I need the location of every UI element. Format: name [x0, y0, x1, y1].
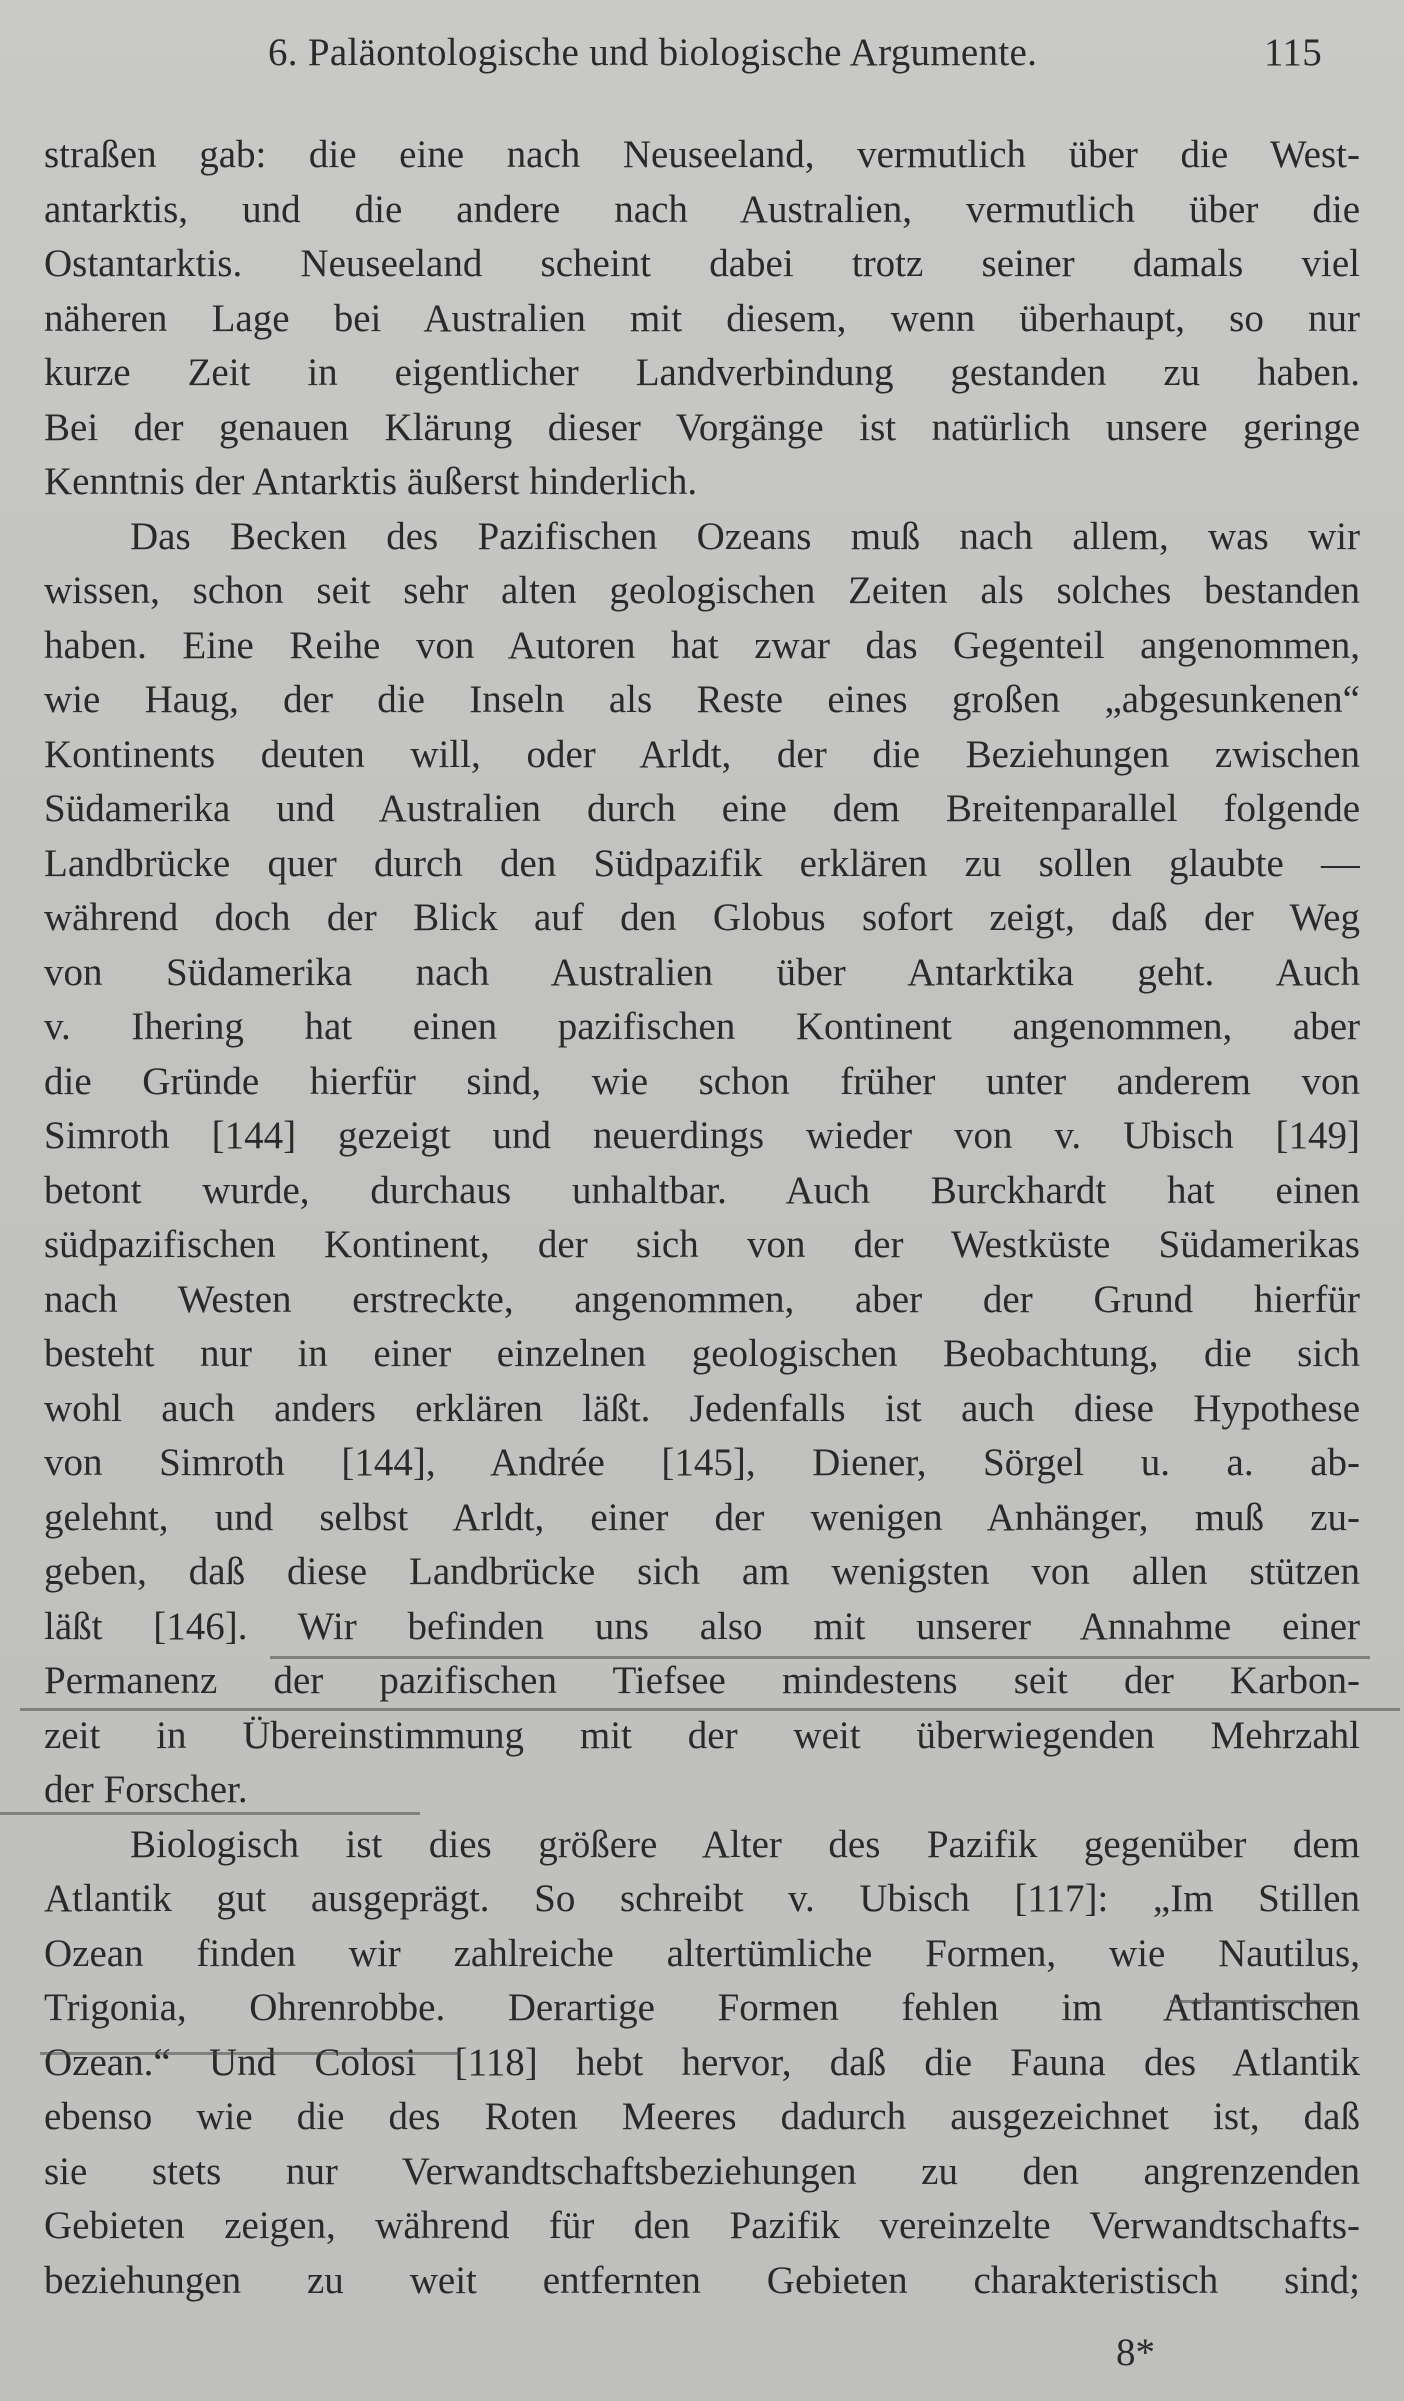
text-line: von Südamerika nach Australien über Antarktika geht. Auch	[44, 950, 1360, 994]
text-line: näheren Lage bei Australien mit diesem, wenn überhaupt, so nur	[44, 296, 1360, 340]
text-line: wohl auch anders erklären läßt. Jedenfalls ist auch diese Hypothese	[44, 1386, 1360, 1430]
text-line: nach Westen erstreckte, angenommen, aber der Grund hierfür	[44, 1277, 1360, 1321]
signature-mark: 8*	[1116, 2331, 1155, 2374]
text-line: Ozean.“ Und Colosi [118] hebt hervor, daß die Fauna des Atlantik	[44, 2040, 1360, 2084]
text-line: Simroth [144] gezeigt und neuerdings wieder von v. Ubisch [149]	[44, 1114, 1360, 1157]
text-line: der Forscher.	[44, 1768, 248, 1811]
text-line: Permanenz der pazifischen Tiefsee mindestens seit der Karbon-	[44, 1659, 1360, 1702]
text-line: wissen, schon seit sehr alten geologischen Zeiten als solches bestanden	[44, 569, 1360, 612]
text-line: die Gründe hierfür sind, wie schon früher unter anderem von	[44, 1059, 1360, 1103]
text-line: beziehungen zu weit entfernten Gebieten charakteristisch sind;	[44, 2258, 1360, 2302]
text-line: besteht nur in einer einzelnen geologischen Beobachtung, die sich	[44, 1332, 1360, 1375]
text-line: kurze Zeit in eigentlicher Landverbindung gestanden zu haben.	[44, 351, 1360, 394]
text-line: Kontinents deuten will, oder Arldt, der die Beziehungen zwischen	[44, 732, 1360, 776]
text-line: geben, daß diese Landbrücke sich am wenigsten von allen stützen	[44, 1550, 1360, 1593]
text-line: Atlantik gut ausgeprägt. So schreibt v. Ubisch [117]: „Im Stillen	[44, 1877, 1360, 1920]
page-number: 115	[1264, 31, 1322, 74]
section-title: 6. Paläontologische und biologische Argumente.	[268, 31, 1038, 74]
text-line: wie Haug, der die Inseln als Reste eines großen „abgesunkenen“	[44, 678, 1360, 721]
text-line: haben. Eine Reihe von Autoren hat zwar das Gegenteil angenommen,	[44, 623, 1360, 667]
text-line: Ostantarktis. Neuseeland scheint dabei trotz seiner damals viel	[44, 242, 1360, 285]
text-line: sie stets nur Verwandtschaftsbeziehungen zu den angrenzenden	[44, 2149, 1360, 2193]
text-line: Ozean finden wir zahlreiche altertümliche Formen, wie Nautilus,	[44, 1931, 1360, 1975]
pencil-underline	[40, 2052, 460, 2055]
text-line: Das Becken des Pazifischen Ozeans muß nach allem, was wir	[130, 514, 1360, 558]
text-line: während doch der Blick auf den Globus sofort zeigt, daß der Weg	[44, 896, 1360, 939]
text-line: ebenso wie die des Roten Meeres dadurch ausgezeichnet ist, daß	[44, 2095, 1360, 2138]
text-line: Biologisch ist dies größere Alter des Pazifik gegenüber dem	[130, 1822, 1360, 1866]
pencil-underline	[20, 1708, 1400, 1711]
text-line: Bei der genauen Klärung dieser Vorgänge ist natürlich unsere geringe	[44, 405, 1360, 449]
text-line: Trigonia, Ohrenrobbe. Derartige Formen fehlen im Atlantischen	[44, 1986, 1360, 2029]
text-line: Kenntnis der Antarktis äußerst hinderlich.	[44, 460, 698, 503]
text-line: gelehnt, und selbst Arldt, einer der wenigen Anhänger, muß zu-	[44, 1495, 1360, 1539]
text-line: zeit in Übereinstimmung mit der weit überwiegenden Mehrzahl	[44, 1713, 1360, 1757]
text-line: von Simroth [144], Andrée [145], Diener, Sörgel u. a. ab-	[44, 1441, 1360, 1484]
text-line: läßt [146]. Wir befinden uns also mit unserer Annahme einer	[44, 1604, 1360, 1648]
pencil-underline	[270, 1656, 1370, 1659]
text-line: v. Ihering hat einen pazifischen Kontinent angenommen, aber	[44, 1005, 1360, 1048]
pencil-underline	[1170, 2000, 1350, 2003]
pencil-underline	[0, 1812, 420, 1815]
body-text	[44, 128, 1360, 2308]
text-line: südpazifischen Kontinent, der sich von der Westküste Südamerikas	[44, 1223, 1360, 1266]
text-line: Landbrücke quer durch den Südpazifik erklären zu sollen glaubte —	[44, 841, 1360, 885]
text-line: betont wurde, durchaus unhaltbar. Auch Burckhardt hat einen	[44, 1168, 1360, 1212]
text-line: Südamerika und Australien durch eine dem Breitenparallel folgende	[44, 787, 1360, 830]
text-line: antarktis, und die andere nach Australien, vermutlich über die	[44, 187, 1360, 231]
text-line: straßen gab: die eine nach Neuseeland, vermutlich über die West-	[44, 133, 1360, 176]
text-line: Gebieten zeigen, während für den Pazifik vereinzelte Verwandtschafts-	[44, 2204, 1360, 2247]
